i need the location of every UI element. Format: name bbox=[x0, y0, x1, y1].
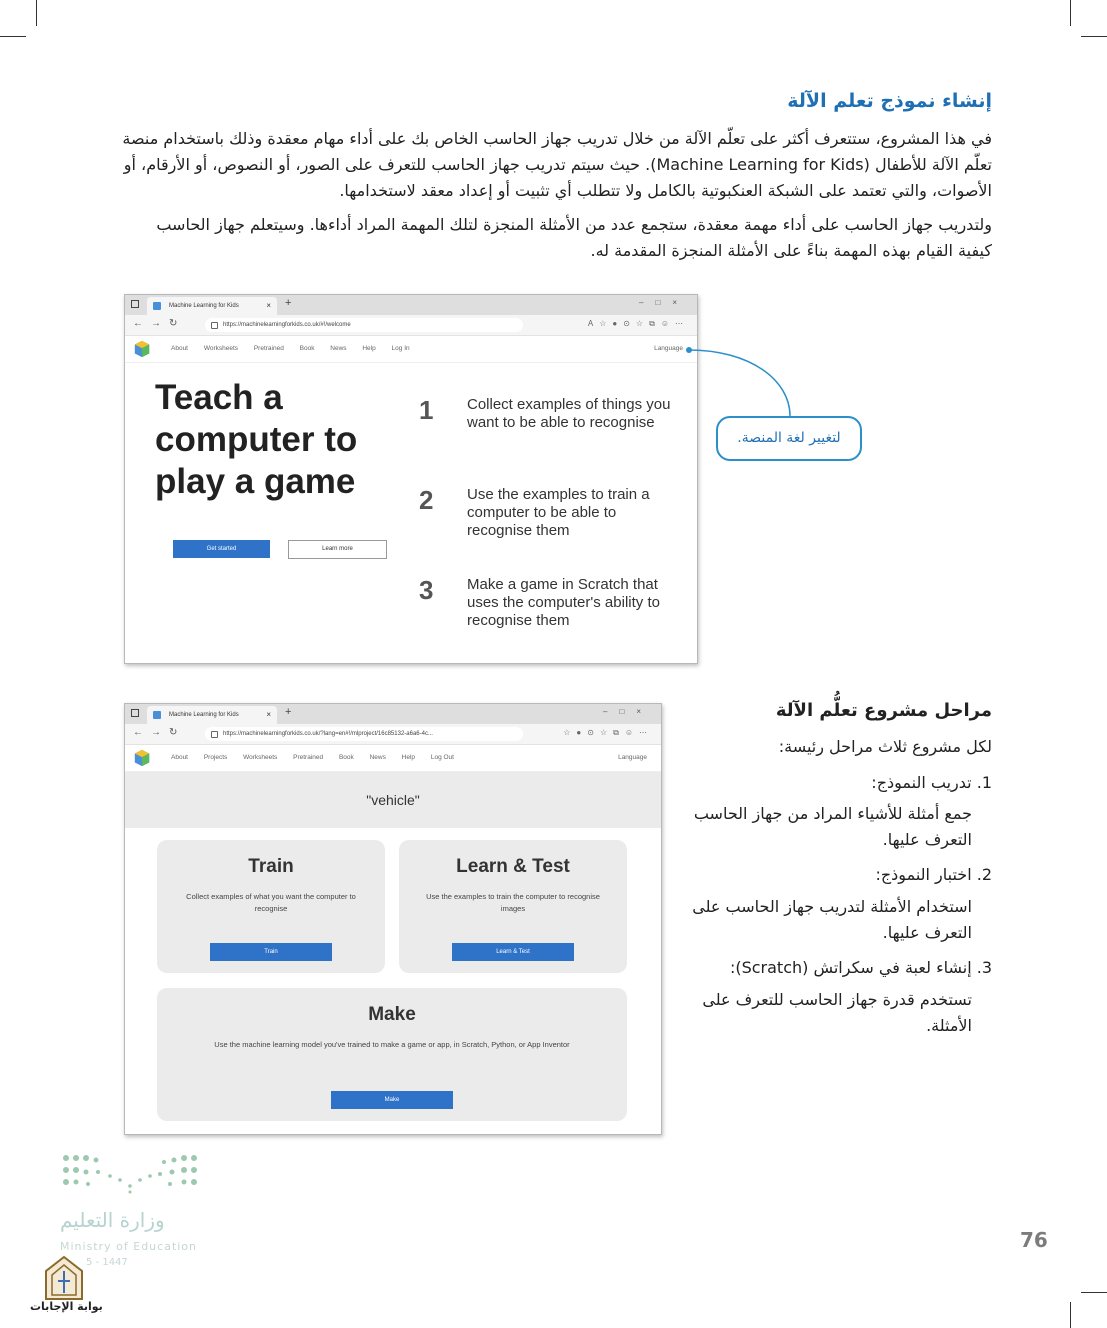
crop-mark bbox=[1070, 0, 1071, 26]
train-button[interactable]: Train bbox=[210, 943, 332, 961]
ministry-logo-icon bbox=[60, 1152, 200, 1196]
address-bar bbox=[125, 724, 661, 745]
edition-year: 5 - 1447 bbox=[86, 1257, 128, 1268]
browser-window-project bbox=[124, 703, 662, 1135]
url-text: https://machinelearningforkids.co.uk/?lang=en#!/mlproject/16c85132-a6a6-4c... bbox=[223, 731, 433, 737]
stage-heading: 2. اختبار النموذج: bbox=[875, 865, 992, 884]
site-menu bbox=[171, 754, 468, 761]
window-icon bbox=[131, 709, 139, 717]
stage-description: جمع أمثلة للأشياء المراد من جهاز الحاسب التعرف عليها. bbox=[693, 804, 972, 849]
step-text: Make a game in Scratch that uses the computer's ability to recognise them bbox=[467, 576, 660, 629]
tab-title: Machine Learning for Kids bbox=[169, 303, 239, 309]
menu-item[interactable]: Worksheets bbox=[243, 754, 278, 761]
callout-connector bbox=[680, 340, 800, 420]
url-text: https://machinelearningforkids.co.uk/#!/welcome bbox=[223, 322, 351, 328]
new-tab-icon[interactable]: + bbox=[285, 297, 292, 309]
stage-heading: 1. تدريب النموذج: bbox=[871, 773, 992, 792]
toolbar-icons[interactable]: ☆●⊙☆⧉☺⋯ bbox=[563, 728, 653, 737]
browser-tab[interactable] bbox=[147, 297, 277, 315]
site-navbar bbox=[125, 336, 697, 363]
crop-mark bbox=[0, 36, 26, 37]
mlforkids-logo-icon bbox=[133, 749, 151, 767]
tab-bar bbox=[125, 295, 697, 315]
stage-heading: 3. إنشاء لعبة في سكراتش (Scratch): bbox=[729, 958, 992, 977]
tab-bar bbox=[125, 704, 661, 724]
menu-item[interactable]: Book bbox=[338, 754, 354, 761]
menu-item[interactable]: Help bbox=[362, 345, 376, 352]
stage-description: استخدام الأمثلة لتدريب جهاز الحاسب على التعرف عليها. bbox=[692, 897, 972, 942]
stages-title: مراحل مشروع تعلُّم الآلة bbox=[775, 700, 992, 721]
step-number: 2 bbox=[419, 485, 434, 515]
learn-test-card bbox=[399, 840, 627, 973]
menu-item[interactable]: Log In bbox=[391, 345, 410, 352]
language-menu[interactable]: Language bbox=[654, 345, 683, 352]
language-menu[interactable]: Language bbox=[618, 754, 647, 761]
new-tab-icon[interactable]: + bbox=[285, 706, 292, 718]
crop-mark bbox=[1070, 1302, 1071, 1328]
step-text: Use the examples to train a computer to be able to recognise them bbox=[467, 486, 650, 539]
card-title: Make bbox=[368, 1004, 416, 1025]
step-number: 3 bbox=[419, 575, 434, 605]
address-bar bbox=[125, 315, 697, 336]
nav-arrows-icon[interactable]: ←→↻ bbox=[133, 727, 186, 738]
menu-item[interactable]: Book bbox=[299, 345, 315, 352]
answers-portal-logo-icon bbox=[42, 1255, 86, 1303]
menu-item[interactable]: News bbox=[369, 754, 386, 761]
get-started-button[interactable]: Get started bbox=[173, 540, 270, 558]
mlforkids-logo-icon bbox=[133, 340, 151, 358]
menu-item[interactable]: News bbox=[330, 345, 347, 352]
answers-portal-label: بوابة الإجابات bbox=[30, 1300, 103, 1313]
menu-item[interactable]: Worksheets bbox=[203, 345, 239, 352]
window-controls[interactable]: –□× bbox=[603, 707, 653, 716]
crop-mark bbox=[36, 0, 37, 26]
menu-item[interactable]: About bbox=[171, 345, 188, 352]
page-title: إنشاء نموذج تعلم الآلة bbox=[787, 90, 992, 112]
language-callout: لتغيير لغة المنصة. bbox=[716, 416, 862, 461]
step-text: Collect examples of things you want to be able to recognise bbox=[467, 396, 671, 431]
page-number: 76 bbox=[1020, 1228, 1048, 1252]
url-field[interactable] bbox=[205, 318, 523, 332]
project-name: "vehicle" bbox=[125, 772, 661, 828]
card-description: Use the machine learning model you've trained to make a game or app, in Scratch, Python, or App Inventor bbox=[214, 1040, 570, 1049]
stage-description: تستخدم قدرة جهاز الحاسب للتعرف على الأمثلة. bbox=[702, 990, 972, 1035]
menu-item[interactable]: Pretrained bbox=[293, 754, 324, 761]
card-title: Train bbox=[248, 856, 294, 877]
window-icon bbox=[131, 300, 139, 308]
training-paragraph: ولتدريب جهاز الحاسب على أداء مهمة معقدة، ستجمع عدد من الأمثلة المنجزة لتلك المهمة المراد أداءها. وسيتعلم جهاز الحاسب كيفية القيام بهذه المهمة بناءً على الأمثلة المنجزة المقدمة له. bbox=[156, 215, 992, 260]
url-field[interactable] bbox=[205, 727, 523, 741]
hero-heading: Teach a computer to play a game bbox=[155, 378, 358, 501]
lock-icon bbox=[211, 322, 218, 329]
menu-item[interactable]: Log Out bbox=[430, 754, 454, 761]
close-tab-icon[interactable]: × bbox=[266, 710, 271, 719]
card-description: Use the examples to train the computer to recognise images bbox=[426, 892, 600, 913]
favicon-icon bbox=[153, 302, 161, 310]
favicon-icon bbox=[153, 711, 161, 719]
browser-tab[interactable] bbox=[147, 706, 277, 724]
crop-mark bbox=[1081, 1292, 1107, 1293]
lock-icon bbox=[211, 731, 218, 738]
menu-item[interactable]: Help bbox=[401, 754, 416, 761]
ministry-name-ar: وزارة التعليم bbox=[60, 1208, 165, 1232]
menu-item[interactable]: Projects bbox=[203, 754, 228, 761]
intro-paragraph: في هذا المشروع، ستتعرف أكثر على تعلّم الآلة من خلال تدريب جهاز الحاسب الخاص بك على أداء مهام معقدة وذلك باستخدام منصة تعلّم الآلة للأطفال (Machine Learning for Kids). حيث سيتم تدريب جهاز الحاسب للتعرف على الصور، أو النصوص، أو الأرقام، أو الأصوات، والتي تعتمد على الشبكة العنكبوتية بالكامل ولا تتطلب أي تثبيت أو إعداد معقد لاستخدامها. bbox=[122, 129, 992, 200]
make-button[interactable]: Make bbox=[331, 1091, 453, 1109]
site-menu bbox=[171, 345, 424, 352]
nav-arrows-icon[interactable]: ←→↻ bbox=[133, 318, 186, 329]
learn-test-button[interactable]: Learn & Test bbox=[452, 943, 574, 961]
ministry-name-en: Ministry of Education bbox=[60, 1240, 198, 1253]
learn-more-button[interactable]: Learn more bbox=[288, 540, 387, 559]
browser-window-welcome bbox=[124, 294, 698, 664]
tab-title: Machine Learning for Kids bbox=[169, 712, 239, 718]
site-navbar bbox=[125, 745, 661, 772]
menu-item[interactable]: Pretrained bbox=[253, 345, 284, 352]
menu-item[interactable]: About bbox=[171, 754, 188, 761]
close-tab-icon[interactable]: × bbox=[266, 301, 271, 310]
toolbar-icons[interactable]: A☆●⊙☆⧉☺⋯ bbox=[587, 319, 689, 328]
window-controls[interactable]: –□× bbox=[639, 298, 689, 307]
make-card bbox=[157, 988, 627, 1121]
crop-mark bbox=[1081, 36, 1107, 37]
card-title: Learn & Test bbox=[456, 856, 570, 877]
card-description: Collect examples of what you want the computer to recognise bbox=[186, 892, 356, 913]
train-card bbox=[157, 840, 385, 973]
stages-intro: لكل مشروع ثلاث مراحل رئيسة: bbox=[778, 737, 992, 756]
step-number: 1 bbox=[419, 395, 434, 425]
